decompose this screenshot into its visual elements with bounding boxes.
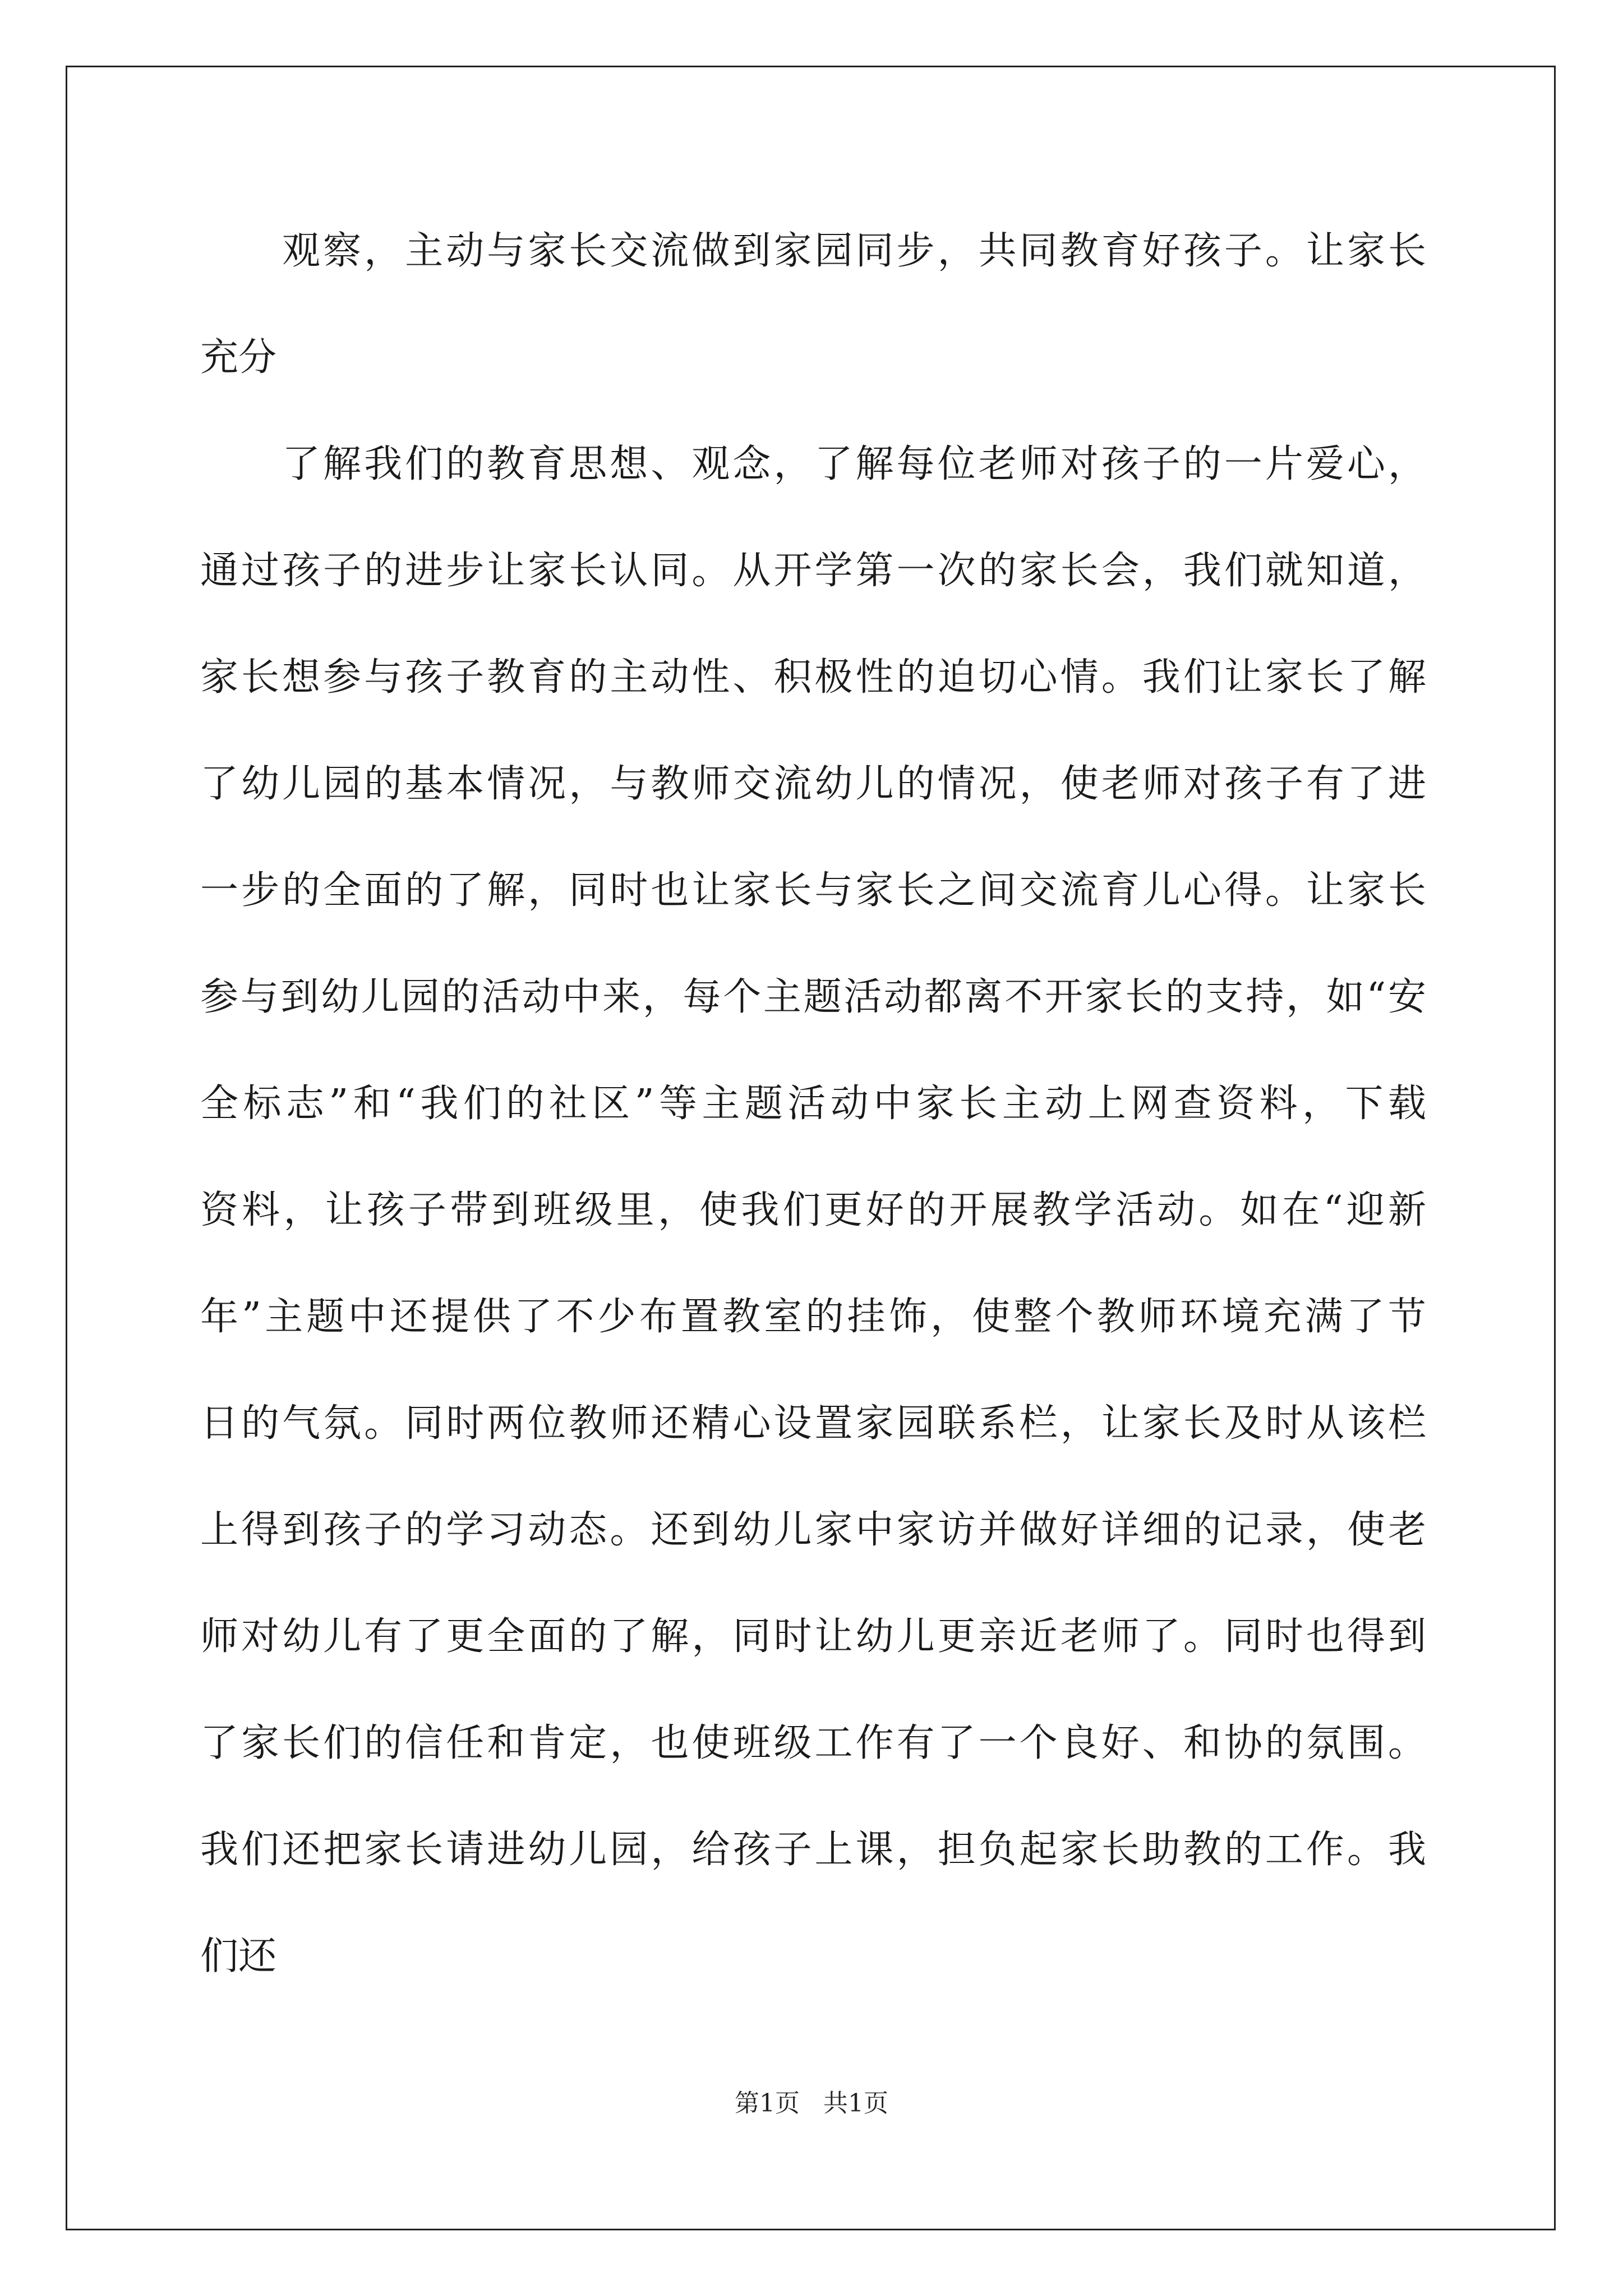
page-number-total: 共1页 bbox=[823, 2089, 888, 2118]
text-line: 资料，让孩子带到班级里，使我们更好的开展教学活动。如在“迎新 bbox=[200, 1188, 1426, 1232]
document-body bbox=[200, 219, 1426, 2031]
text-line: 参与到幼儿园的活动中来，每个主题活动都离不开家长的支持，如“安 bbox=[200, 975, 1426, 1019]
page-number-current: 第1页 bbox=[735, 2089, 800, 2118]
text-line: 年”主题中还提供了不少布置教室的挂饰，使整个教师环境充满了节 bbox=[200, 1295, 1426, 1339]
text-line: 全标志”和“我们的社区”等主题活动中家长主动上网查资料，下载 bbox=[200, 1082, 1426, 1126]
text-line: 日的气氛。同时两位教师还精心设置家园联系栏，让家长及时从该栏 bbox=[200, 1401, 1426, 1446]
text-line: 我们还把家长请进幼儿园，给孩子上课，担负起家长助教的工作。我 bbox=[200, 1828, 1426, 1872]
text-line: 了解我们的教育思想、观念，了解每位老师对孩子的一片爱心， bbox=[282, 442, 1426, 486]
text-line: 一步的全面的了解，同时也让家长与家长之间交流育儿心得。让家长 bbox=[200, 868, 1426, 913]
text-line: 通过孩子的进步让家长认同。从开学第一次的家长会，我们就知道， bbox=[200, 549, 1426, 593]
text-line: 观察，主动与家长交流做到家园同步，共同教育好孩子。让家长 bbox=[282, 229, 1426, 273]
text-line: 充分 bbox=[200, 335, 277, 380]
text-line: 了幼儿园的基本情况，与教师交流幼儿的情况，使老师对孩子有了进 bbox=[200, 762, 1426, 806]
text-line: 上得到孩子的学习动态。还到幼儿家中家访并做好详细的记录，使老 bbox=[200, 1508, 1426, 1552]
text-line: 了家长们的信任和肯定，也使班级工作有了一个良好、和协的氛围。 bbox=[200, 1721, 1426, 1765]
text-line: 们还 bbox=[200, 1934, 277, 1978]
page-footer bbox=[0, 2087, 1623, 2120]
text-line: 家长想参与孩子教育的主动性、积极性的迫切心情。我们让家长了解 bbox=[200, 655, 1426, 700]
text-line: 师对幼儿有了更全面的了解，同时让幼儿更亲近老师了。同时也得到 bbox=[200, 1614, 1426, 1659]
